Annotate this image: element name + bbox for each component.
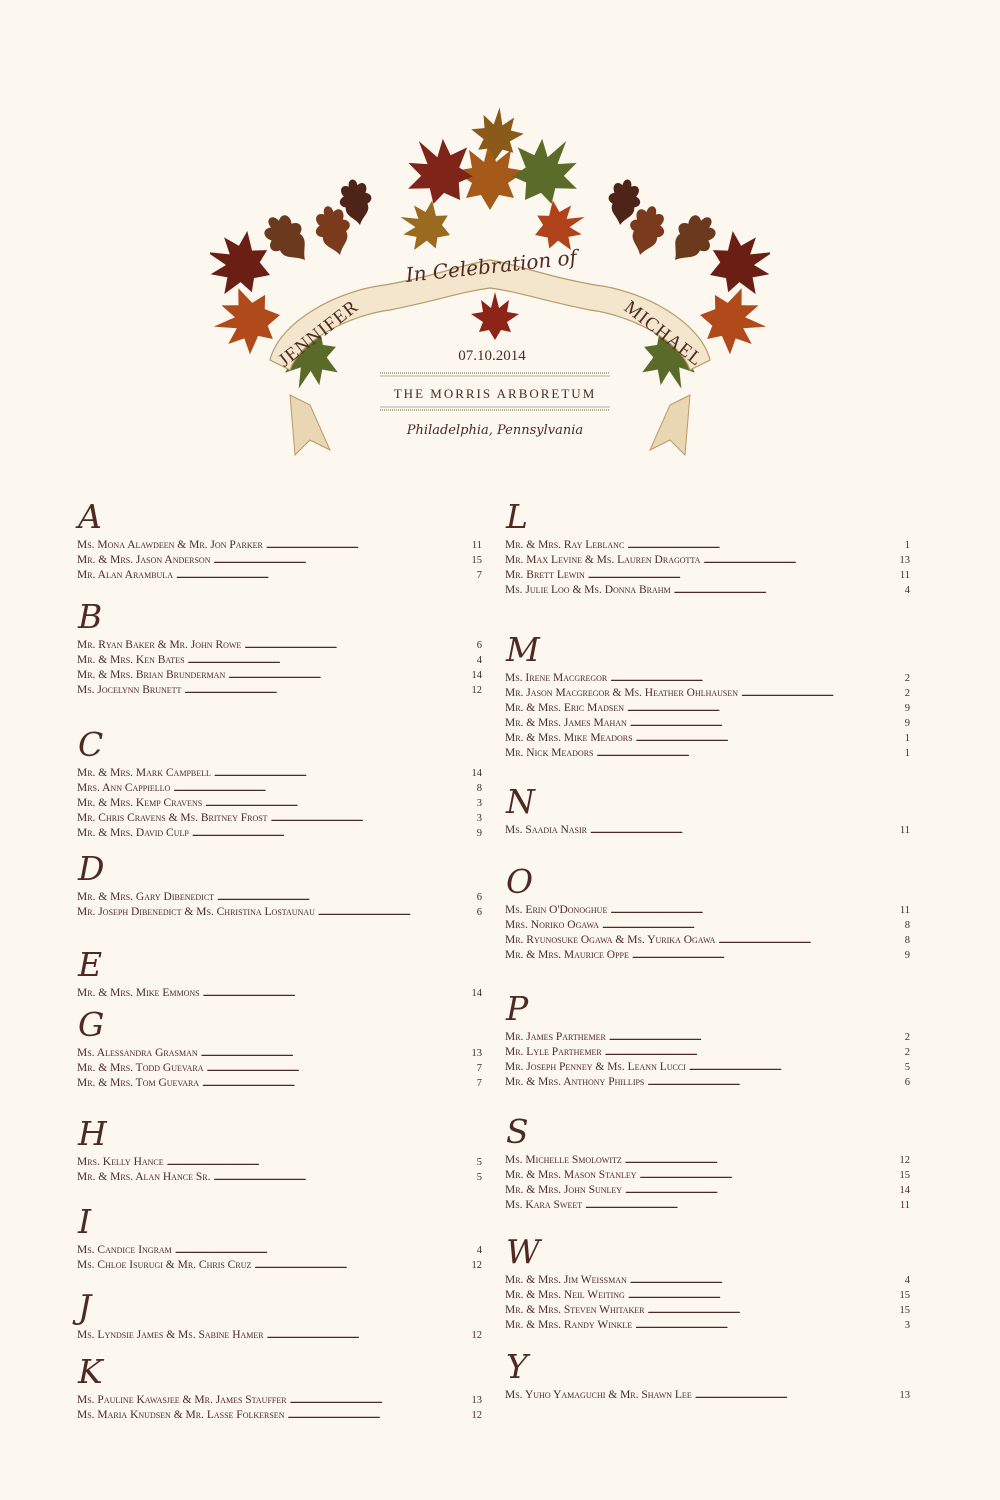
letter-section: [505, 863, 910, 963]
guest-entry: [77, 905, 482, 920]
dot-leader: [318, 905, 475, 920]
guest-list: [77, 1243, 482, 1273]
dot-leader: [695, 1388, 898, 1403]
guest-name: Mr. & Mrs. Mark Campbell: [77, 767, 211, 779]
letter-section: [77, 726, 482, 841]
table-number: 9: [904, 718, 910, 729]
guest-list: [77, 1393, 482, 1423]
dot-leader: [610, 903, 898, 918]
dot-leader: [630, 1273, 903, 1288]
guest-entry: [505, 1183, 910, 1198]
table-number: 6: [476, 640, 482, 651]
table-number: 4: [904, 1275, 910, 1286]
dot-leader: [628, 1288, 898, 1303]
dot-leader: [244, 638, 474, 653]
dot-leader: [173, 781, 474, 796]
guest-entry: [77, 653, 482, 668]
dot-leader: [266, 538, 470, 553]
section-letter: H: [78, 1114, 107, 1153]
dot-leader: [597, 746, 903, 761]
guest-name: Ms. Jocelynn Brunett: [77, 684, 182, 696]
table-number: 11: [899, 1200, 910, 1211]
dot-leader: [602, 918, 903, 933]
guest-entry: [505, 1153, 910, 1168]
section-letter: J: [78, 1287, 92, 1326]
table-number: 5: [476, 1157, 482, 1168]
guest-entry: [505, 1318, 910, 1333]
guest-entry: [505, 538, 910, 553]
section-letter: G: [78, 1005, 105, 1044]
guest-name: Ms. Alessandra Grasman: [77, 1047, 198, 1059]
letter-section: [77, 598, 482, 698]
table-number: 14: [899, 1185, 910, 1196]
guest-entry: [77, 986, 482, 1001]
letter-section: [77, 1203, 482, 1273]
section-letter: E: [78, 945, 103, 984]
table-number: 6: [476, 892, 482, 903]
guest-list: [77, 1046, 482, 1091]
table-number: 11: [899, 825, 910, 836]
table-number: 8: [904, 920, 910, 931]
guest-entry: [77, 1258, 482, 1273]
section-letter: N: [506, 782, 535, 821]
table-number: 9: [904, 950, 910, 961]
guest-name: Mr. & Mrs. John Sunley: [505, 1184, 623, 1196]
guest-list: [77, 1155, 482, 1185]
section-letter: S: [506, 1112, 529, 1151]
guest-name: Mr. & Mrs. Ray Leblanc: [505, 539, 625, 551]
guest-name: Mr. Ryunosuke Ogawa & Ms. Yurika Ogawa: [505, 934, 716, 946]
guest-entry: [505, 716, 910, 731]
dot-leader: [590, 823, 898, 838]
guest-name: Mr. & Mrs. Brian Brunderman: [77, 669, 226, 681]
guest-entry: [77, 553, 482, 568]
guest-entry: [77, 683, 482, 698]
celebration-text: In Celebration of: [404, 245, 579, 287]
guest-name: Mr. & Mrs. Randy Winkle: [505, 1319, 633, 1331]
guest-entry: [505, 823, 910, 838]
guest-list: [505, 903, 910, 963]
letter-section: [505, 1348, 910, 1403]
table-number: 6: [904, 1077, 910, 1088]
letter-section: [77, 498, 482, 583]
guest-entry: [77, 1076, 482, 1091]
dot-leader: [610, 671, 903, 686]
table-number: 7: [476, 1063, 482, 1074]
dot-leader: [188, 653, 475, 668]
table-number: 15: [899, 1170, 910, 1181]
guest-name: Mr. & Mrs. Kemp Cravens: [77, 797, 203, 809]
dot-leader: [627, 701, 903, 716]
dot-leader: [741, 686, 903, 701]
guest-list: [77, 766, 482, 841]
guest-entry: [77, 1046, 482, 1061]
table-number: 11: [899, 570, 910, 581]
dot-leader: [632, 948, 903, 963]
table-number: 12: [899, 1155, 910, 1166]
dot-leader: [588, 568, 898, 583]
dot-leader: [213, 1170, 474, 1185]
guest-entry: [505, 1168, 910, 1183]
guest-entry: [505, 903, 910, 918]
table-number: 15: [899, 1290, 910, 1301]
dot-leader: [228, 668, 469, 683]
guest-entry: [505, 701, 910, 716]
guest-list: [77, 986, 482, 1001]
guest-list: [77, 890, 482, 920]
dot-leader: [175, 1243, 475, 1258]
venue-name: THE MORRIS ARBORETUM: [393, 386, 597, 401]
guest-entry: [505, 1198, 910, 1213]
dot-leader: [647, 1075, 902, 1090]
table-number: 7: [476, 1078, 482, 1089]
guest-entry: [77, 1328, 482, 1343]
guest-entry: [77, 1243, 482, 1258]
table-number: 12: [471, 685, 482, 696]
guest-entry: [505, 1273, 910, 1288]
guest-entry: [77, 826, 482, 841]
guest-name: Mr. & Mrs. Jason Anderson: [77, 554, 211, 566]
bride-name: JENNIFER: [274, 295, 363, 372]
dot-leader: [213, 553, 469, 568]
guest-list: [505, 538, 910, 598]
guest-name: Mr. Brett Lewin: [505, 569, 585, 581]
letter-section: [77, 1115, 482, 1185]
guest-entry: [505, 671, 910, 686]
table-number: 4: [476, 655, 482, 666]
guest-entry: [77, 1393, 482, 1408]
letter-section: [505, 498, 910, 598]
guest-name: Mr. James Parthemer: [505, 1031, 606, 1043]
dot-leader: [184, 683, 469, 698]
guest-name: Mr. & Mrs. Ken Bates: [77, 654, 185, 666]
table-number: 12: [471, 1410, 482, 1421]
guest-name: Mr. & Mrs. James Mahan: [505, 717, 627, 729]
guest-list: [505, 1153, 910, 1213]
guest-entry: [505, 731, 910, 746]
table-number: 11: [899, 905, 910, 916]
letter-section: [77, 1288, 482, 1343]
guest-entry: [505, 933, 910, 948]
table-number: 14: [471, 988, 482, 999]
venue-location: Philadelphia, Pennsylvania: [406, 423, 584, 438]
dot-leader: [625, 1153, 898, 1168]
guest-list: [77, 538, 482, 583]
section-letter: M: [506, 630, 540, 669]
table-number: 2: [904, 673, 910, 684]
dot-leader: [625, 1183, 897, 1198]
table-number: 7: [476, 570, 482, 581]
guest-name: Mr. & Mrs. Anthony Phillips: [505, 1076, 645, 1088]
guest-entry: [77, 796, 482, 811]
table-number: 2: [904, 1047, 910, 1058]
guest-entry: [505, 1045, 910, 1060]
section-letter: W: [506, 1232, 540, 1271]
table-number: 13: [471, 1395, 482, 1406]
guest-entry: [77, 1061, 482, 1076]
guest-name: Mr. & Mrs. Alan Hance Sr.: [77, 1171, 211, 1183]
guest-entry: [505, 746, 910, 761]
dot-leader: [202, 1076, 475, 1091]
section-letter: A: [78, 497, 102, 536]
letter-section: [77, 946, 482, 1001]
section-letter: D: [78, 849, 105, 888]
section-letter: O: [506, 862, 534, 901]
guest-entry: [505, 1303, 910, 1318]
table-number: 13: [899, 555, 910, 566]
dot-leader: [718, 933, 902, 948]
guest-name: Ms. Maria Knudsen & Mr. Lasse Folkersen: [77, 1409, 285, 1421]
table-number: 6: [476, 907, 482, 918]
guest-name: Ms. Chloe Isurugi & Mr. Chris Cruz: [77, 1259, 252, 1271]
guest-entry: [77, 1170, 482, 1185]
table-number: 2: [904, 1032, 910, 1043]
dot-leader: [167, 1155, 475, 1170]
dot-leader: [207, 1061, 475, 1076]
dot-leader: [703, 553, 897, 568]
table-number: 1: [904, 540, 910, 551]
table-number: 1: [904, 733, 910, 744]
section-letter: P: [506, 989, 529, 1028]
dot-leader: [635, 1318, 903, 1333]
guest-name: Mr. Chris Cravens & Ms. Britney Frost: [77, 812, 268, 824]
guest-entry: [505, 583, 910, 598]
dot-leader: [203, 986, 470, 1001]
guest-entry: [77, 781, 482, 796]
guest-name: Mr. Joseph Dibenedict & Ms. Christina Lostaunau: [77, 906, 315, 918]
guest-list: [505, 1273, 910, 1333]
groom-name: MICHAEL: [620, 296, 707, 371]
dot-leader: [192, 826, 475, 841]
dot-leader: [636, 731, 903, 746]
table-number: 3: [476, 798, 482, 809]
table-number: 8: [476, 783, 482, 794]
guest-name: Mr. & Mrs. Steven Whitaker: [505, 1304, 645, 1316]
guest-entry: [77, 1155, 482, 1170]
guest-name: Ms. Candice Ingram: [77, 1244, 172, 1256]
guest-list: [77, 638, 482, 698]
guest-name: Mr. & Mrs. Maurice Oppe: [505, 949, 629, 961]
guest-name: Mr. Lyle Parthemer: [505, 1046, 602, 1058]
guest-entry: [505, 553, 910, 568]
table-number: 3: [904, 1320, 910, 1331]
guest-name: Ms. Lyndsie James & Ms. Sabine Hamer: [77, 1329, 264, 1341]
guest-entry: [77, 811, 482, 826]
letter-section: [505, 631, 910, 761]
guest-name: Ms. Irene Macgregor: [505, 672, 608, 684]
guest-entry: [505, 1075, 910, 1090]
dot-leader: [640, 1168, 898, 1183]
letter-section: [505, 1233, 910, 1333]
section-letter: K: [78, 1352, 103, 1391]
header-crest: [210, 60, 770, 470]
letter-section: [505, 990, 910, 1090]
table-number: 12: [471, 1260, 482, 1271]
table-number: 9: [476, 828, 482, 839]
table-number: 14: [471, 768, 482, 779]
guest-entry: [77, 766, 482, 781]
guest-name: Mr. Joseph Penney & Ms. Leann Lucci: [505, 1061, 686, 1073]
dot-leader: [287, 1408, 469, 1423]
section-letter: L: [506, 497, 528, 536]
table-number: 4: [476, 1245, 482, 1256]
guest-name: Ms. Pauline Kawasjee & Mr. James Stauffer: [77, 1394, 287, 1406]
guest-list: [77, 1328, 482, 1343]
guest-name: Mrs. Ann Cappiello: [77, 782, 171, 794]
table-number: 3: [476, 813, 482, 824]
dot-leader: [605, 1045, 903, 1060]
guest-list: [505, 671, 910, 761]
guest-name: Ms. Kara Sweet: [505, 1199, 583, 1211]
dot-leader: [271, 811, 475, 826]
guest-name: Mr. Jason Macgregor & Ms. Heather Ohlhausen: [505, 687, 739, 699]
dot-leader: [176, 568, 475, 583]
guest-entry: [505, 1030, 910, 1045]
guest-name: Ms. Erin O'Donoghue: [505, 904, 608, 916]
guest-name: Mr. & Mrs. Gary Dibenedict: [77, 891, 215, 903]
guest-name: Mrs. Kelly Hance: [77, 1156, 164, 1168]
dot-leader: [648, 1303, 898, 1318]
guest-name: Mr. & Mrs. David Culp: [77, 827, 189, 839]
guest-name: Mr. & Mrs. Tom Guevara: [77, 1077, 200, 1089]
dot-leader: [609, 1030, 903, 1045]
event-date: 07.10.2014: [458, 348, 526, 364]
dot-leader: [254, 1258, 469, 1273]
guest-entry: [505, 948, 910, 963]
guest-entry: [505, 568, 910, 583]
guest-name: Mr. Ryan Baker & Mr. John Rowe: [77, 639, 242, 651]
guest-entry: [505, 1388, 910, 1403]
guest-entry: [77, 568, 482, 583]
guest-name: Ms. Saadia Nasir: [505, 824, 588, 836]
guest-name: Mr. & Mrs. Todd Guevara: [77, 1062, 204, 1074]
table-number: 9: [904, 703, 910, 714]
dot-leader: [290, 1393, 470, 1408]
guest-entry: [77, 638, 482, 653]
dot-leader: [585, 1198, 898, 1213]
section-letter: C: [78, 725, 104, 764]
guest-entry: [505, 1060, 910, 1075]
guest-name: Mr. & Mrs. Neil Weiting: [505, 1289, 625, 1301]
guest-name: Mrs. Noriko Ogawa: [505, 919, 599, 931]
guest-entry: [505, 686, 910, 701]
table-number: 8: [904, 935, 910, 946]
guest-name: Mr. & Mrs. Mike Emmons: [77, 987, 200, 999]
guest-list: [505, 823, 910, 838]
letter-section: [77, 850, 482, 920]
dot-leader: [201, 1046, 470, 1061]
dot-leader: [214, 766, 470, 781]
table-number: 13: [899, 1390, 910, 1401]
table-number: 15: [471, 555, 482, 566]
dot-leader: [689, 1060, 903, 1075]
table-number: 5: [476, 1172, 482, 1183]
guest-name: Mr. & Mrs. Eric Madsen: [505, 702, 625, 714]
guest-list: [505, 1388, 910, 1403]
dot-leader: [630, 716, 903, 731]
guest-entry: [505, 1288, 910, 1303]
guest-name: Mr. & Mrs. Jim Weissman: [505, 1274, 627, 1286]
letter-section: [77, 1006, 482, 1091]
dot-leader: [267, 1328, 470, 1343]
guest-entry: [505, 918, 910, 933]
table-number: 15: [899, 1305, 910, 1316]
table-number: 1: [904, 748, 910, 759]
section-letter: B: [78, 597, 103, 636]
table-number: 4: [904, 585, 910, 596]
table-number: 13: [471, 1048, 482, 1059]
guest-entry: [77, 668, 482, 683]
dot-leader: [205, 796, 475, 811]
guest-entry: [77, 890, 482, 905]
letter-section: [505, 1113, 910, 1213]
guest-name: Ms. Mona Alawdeen & Mr. Jon Parker: [77, 539, 263, 551]
table-number: 5: [904, 1062, 910, 1073]
guest-name: Ms. Yuho Yamaguchi & Mr. Shawn Lee: [505, 1389, 692, 1401]
table-number: 12: [471, 1330, 482, 1341]
dot-leader: [627, 538, 902, 553]
autumn-leaves-crest-illustration: [210, 60, 770, 470]
guest-name: Mr. Nick Meadors: [505, 747, 594, 759]
guest-entry: [77, 538, 482, 553]
guest-name: Ms. Julie Loo & Ms. Donna Brahm: [505, 584, 671, 596]
table-number: 2: [904, 688, 910, 699]
section-letter: Y: [506, 1347, 528, 1386]
guest-name: Mr. & Mrs. Mike Meadors: [505, 732, 633, 744]
table-number: 11: [471, 540, 482, 551]
dot-leader: [674, 583, 903, 598]
letter-section: [505, 783, 910, 838]
letter-section: [77, 1353, 482, 1423]
guest-name: Mr. Max Levine & Ms. Lauren Dragotta: [505, 554, 701, 566]
dot-leader: [217, 890, 475, 905]
guest-entry: [77, 1408, 482, 1423]
section-letter: I: [78, 1202, 92, 1241]
guest-name: Mr. Alan Arambula: [77, 569, 173, 581]
table-number: 14: [471, 670, 482, 681]
guest-list: [505, 1030, 910, 1090]
guest-name: Ms. Michelle Smolowitz: [505, 1154, 622, 1166]
guest-name: Mr. & Mrs. Mason Stanley: [505, 1169, 637, 1181]
